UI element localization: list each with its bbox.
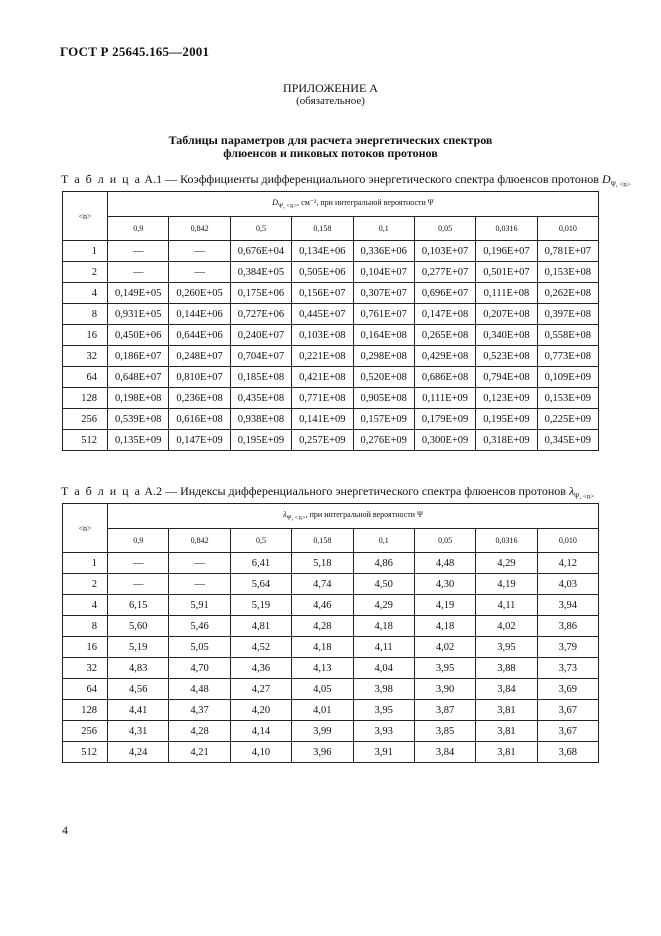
table-cell: 0,195E+09 — [476, 409, 537, 430]
table-cell: 3,91 — [353, 742, 414, 763]
row-n-value: 1 — [63, 553, 108, 574]
table-row — [63, 658, 599, 679]
page-number: 4 — [62, 823, 68, 837]
table-cell: 3,84 — [476, 679, 537, 700]
probability-header: 0,842 — [169, 529, 230, 553]
table-cell: 0,345E+09 — [537, 430, 598, 451]
table-cell: 4,50 — [353, 574, 414, 595]
table-row — [63, 367, 599, 388]
table-cell: 0,298E+08 — [353, 346, 414, 367]
table-cell: 0,185E+08 — [230, 367, 291, 388]
table-cell: 0,558E+08 — [537, 325, 598, 346]
table-cell: 5,46 — [169, 616, 230, 637]
table-cell: 0,103E+07 — [414, 241, 475, 262]
table-cell: 5,18 — [292, 553, 353, 574]
appendix-title: ПРИЛОЖЕНИЕ А — [283, 81, 378, 95]
table2-span-symbol: λ — [283, 510, 287, 520]
table-cell: 5,19 — [230, 595, 291, 616]
table-cell: 0,505E+06 — [292, 262, 353, 283]
table-cell: 4,28 — [169, 721, 230, 742]
table-cell: 0,153E+09 — [537, 388, 598, 409]
table-row — [63, 700, 599, 721]
appendix-subtitle: (обязательное) — [296, 95, 365, 107]
table1-label: Т а б л и ц а — [61, 172, 142, 186]
probability-header: 0,158 — [292, 529, 353, 553]
table-cell: 3,99 — [292, 721, 353, 742]
table-cell: 4,28 — [292, 616, 353, 637]
row-n-value: 64 — [63, 367, 108, 388]
table-cell: 0,450E+06 — [108, 325, 169, 346]
table-cell: 5,05 — [169, 637, 230, 658]
table-cell: 0,207E+08 — [476, 304, 537, 325]
table-row — [63, 262, 599, 283]
row-n-value: 256 — [63, 721, 108, 742]
table-cell: 0,520E+08 — [353, 367, 414, 388]
table-cell: 0,384E+05 — [230, 262, 291, 283]
probability-header: 0,05 — [414, 529, 475, 553]
table-cell: 0,648E+07 — [108, 367, 169, 388]
table-cell: 0,644E+06 — [169, 325, 230, 346]
table-cell: 3,95 — [353, 700, 414, 721]
table-cell: 0,676E+04 — [230, 241, 291, 262]
table-row — [63, 595, 599, 616]
table-row — [63, 679, 599, 700]
probability-header: 0,5 — [230, 529, 291, 553]
table-row — [63, 553, 599, 574]
table-cell: — — [169, 241, 230, 262]
row-n-value: 2 — [63, 262, 108, 283]
table-cell: 3,96 — [292, 742, 353, 763]
table-cell: 0,761E+07 — [353, 304, 414, 325]
table-cell: 3,69 — [537, 679, 598, 700]
table-cell: 0,147E+09 — [169, 430, 230, 451]
table-cell: 0,810E+07 — [169, 367, 230, 388]
table-cell: 0,257E+09 — [292, 430, 353, 451]
table-cell: 4,11 — [353, 637, 414, 658]
table1-span-text: , см⁻², при интегральной вероятности Ψ — [297, 198, 434, 208]
table-cell: 0,318E+09 — [476, 430, 537, 451]
table-cell: 0,134E+06 — [292, 241, 353, 262]
table-cell: — — [169, 574, 230, 595]
table-cell: 0,196E+07 — [476, 241, 537, 262]
table-cell: 4,31 — [108, 721, 169, 742]
row-n-value: 16 — [63, 325, 108, 346]
table-cell: 0,141E+09 — [292, 409, 353, 430]
table-cell: 4,27 — [230, 679, 291, 700]
table-cell: 0,111E+09 — [414, 388, 475, 409]
table-cell: 0,435E+08 — [230, 388, 291, 409]
table1-row-header: <n> — [63, 192, 108, 241]
table-cell: 0,153E+08 — [537, 262, 598, 283]
table-cell: 0,307E+07 — [353, 283, 414, 304]
table-cell: 3,88 — [476, 658, 537, 679]
table-cell: 4,18 — [353, 616, 414, 637]
row-n-value: 512 — [63, 430, 108, 451]
row-n-value: 4 — [63, 283, 108, 304]
row-n-value: 512 — [63, 742, 108, 763]
table-cell: 3,68 — [537, 742, 598, 763]
table1-caption-symbol: D — [601, 172, 611, 186]
table-cell: — — [169, 262, 230, 283]
table1-caption-text: — Коэффициенты дифференциального энергетического спектра флюенсов протонов — [165, 172, 599, 186]
table-cell: 0,265E+08 — [414, 325, 475, 346]
table-cell: 0,696E+07 — [414, 283, 475, 304]
table-cell: 4,37 — [169, 700, 230, 721]
table-cell: 0,686E+08 — [414, 367, 475, 388]
table-cell: 4,14 — [230, 721, 291, 742]
table-cell: 4,86 — [353, 553, 414, 574]
table-row — [63, 283, 599, 304]
table2-caption — [61, 484, 594, 500]
table-row — [63, 325, 599, 346]
table2-label: Т а б л и ц а — [61, 484, 142, 498]
table-cell: 5,19 — [108, 637, 169, 658]
table-cell: 0,149E+05 — [108, 283, 169, 304]
row-n-value: 256 — [63, 409, 108, 430]
table-cell: 4,10 — [230, 742, 291, 763]
table-cell: 0,186E+07 — [108, 346, 169, 367]
table-cell: 4,19 — [476, 574, 537, 595]
table-cell: 0,164E+08 — [353, 325, 414, 346]
section-title-line-1: Таблицы параметров для расчета энергетических спектров — [168, 133, 493, 147]
table-cell: 0,262E+08 — [537, 283, 598, 304]
table-cell: 0,156E+07 — [292, 283, 353, 304]
table-cell: 4,04 — [353, 658, 414, 679]
table-cell: 4,29 — [476, 553, 537, 574]
table-row — [63, 637, 599, 658]
table-cell: 3,84 — [414, 742, 475, 763]
row-n-value: 4 — [63, 595, 108, 616]
table-cell: 0,248E+07 — [169, 346, 230, 367]
table-cell: 0,157E+09 — [353, 409, 414, 430]
table-cell: 4,19 — [414, 595, 475, 616]
row-n-value: 16 — [63, 637, 108, 658]
probability-header: 0,1 — [353, 529, 414, 553]
table-cell: 6,15 — [108, 595, 169, 616]
table-cell: 0,221E+08 — [292, 346, 353, 367]
table-row — [63, 430, 599, 451]
table2-caption-subscript: Ψ, <n> — [574, 492, 595, 501]
table-cell: 3,81 — [476, 721, 537, 742]
table-cell: 4,29 — [353, 595, 414, 616]
table-cell: 0,179E+09 — [414, 409, 475, 430]
table-cell: 0,397E+08 — [537, 304, 598, 325]
table2-span-text: , при интегральной вероятности Ψ — [305, 510, 423, 520]
table-cell: 0,300E+09 — [414, 430, 475, 451]
row-n-value: 2 — [63, 574, 108, 595]
table-cell: — — [108, 553, 169, 574]
table2-caption-text: — Индексы дифференциального энергетического спектра флюенсов протонов — [165, 484, 566, 498]
table-cell: 3,81 — [476, 700, 537, 721]
table-cell: — — [108, 574, 169, 595]
table-row — [63, 304, 599, 325]
table-cell: 4,70 — [169, 658, 230, 679]
table-cell: 4,21 — [169, 742, 230, 763]
probability-header: 0,010 — [537, 217, 598, 241]
probability-header: 0,9 — [108, 529, 169, 553]
table-cell: 4,20 — [230, 700, 291, 721]
table-cell: 4,03 — [537, 574, 598, 595]
row-n-value: 32 — [63, 658, 108, 679]
table-cell: 0,147E+08 — [414, 304, 475, 325]
table-a2 — [62, 503, 599, 763]
table-cell: 0,727E+06 — [230, 304, 291, 325]
table-row — [63, 721, 599, 742]
probability-header: 0,0316 — [476, 529, 537, 553]
table-cell: 0,135E+09 — [108, 430, 169, 451]
table1-caption — [61, 172, 631, 188]
section-title — [0, 134, 661, 160]
table-cell: 4,48 — [169, 679, 230, 700]
table-cell: 0,771E+08 — [292, 388, 353, 409]
table-cell: 3,94 — [537, 595, 598, 616]
probability-header: 0,9 — [108, 217, 169, 241]
table-row — [63, 409, 599, 430]
table-cell: 0,276E+09 — [353, 430, 414, 451]
row-n-value: 32 — [63, 346, 108, 367]
table-cell: 4,24 — [108, 742, 169, 763]
table-cell: 0,104E+07 — [353, 262, 414, 283]
table-cell: 0,704E+07 — [230, 346, 291, 367]
table-cell: 4,46 — [292, 595, 353, 616]
standard-code: ГОСТ Р 25645.165—2001 — [60, 44, 210, 59]
table-row — [63, 742, 599, 763]
table-cell: 0,523E+08 — [476, 346, 537, 367]
probability-header: 0,5 — [230, 217, 291, 241]
table-cell: — — [108, 262, 169, 283]
table-cell: 3,90 — [414, 679, 475, 700]
table-cell: 4,56 — [108, 679, 169, 700]
row-n-value: 1 — [63, 241, 108, 262]
table2-span-subscript: Ψ, <n> — [286, 514, 306, 522]
table-cell: 3,81 — [476, 742, 537, 763]
table2-caption-symbol: λ — [568, 484, 575, 498]
table-cell: 4,52 — [230, 637, 291, 658]
table-cell: 0,236E+08 — [169, 388, 230, 409]
table-cell: 0,539E+08 — [108, 409, 169, 430]
table-row — [63, 388, 599, 409]
table-cell: 5,91 — [169, 595, 230, 616]
table-cell: 3,95 — [476, 637, 537, 658]
appendix-heading — [0, 82, 661, 108]
row-n-value: 64 — [63, 679, 108, 700]
table2-span-header — [108, 504, 599, 529]
table-cell: 4,13 — [292, 658, 353, 679]
table-cell: 4,36 — [230, 658, 291, 679]
probability-header: 0,842 — [169, 217, 230, 241]
table-cell: 0,260E+05 — [169, 283, 230, 304]
table-cell: 3,98 — [353, 679, 414, 700]
table1-number: А.1 — [144, 172, 163, 186]
table-row — [63, 241, 599, 262]
table-cell: 5,64 — [230, 574, 291, 595]
table-cell: 0,144E+06 — [169, 304, 230, 325]
table-cell: 0,931E+05 — [108, 304, 169, 325]
probability-header: 0,1 — [353, 217, 414, 241]
table-cell: 0,175E+06 — [230, 283, 291, 304]
table-cell: — — [108, 241, 169, 262]
table-cell: 0,773E+08 — [537, 346, 598, 367]
table-cell: 4,02 — [476, 616, 537, 637]
table-cell: 4,30 — [414, 574, 475, 595]
table-cell: 0,429E+08 — [414, 346, 475, 367]
table-cell: 4,74 — [292, 574, 353, 595]
table-cell: 4,83 — [108, 658, 169, 679]
table-cell: 0,445E+07 — [292, 304, 353, 325]
table-cell: 4,02 — [414, 637, 475, 658]
probability-header: 0,05 — [414, 217, 475, 241]
table1-span-symbol: D — [272, 198, 279, 208]
table-cell: 0,240E+07 — [230, 325, 291, 346]
table-cell: 4,12 — [537, 553, 598, 574]
table-cell: 0,103E+08 — [292, 325, 353, 346]
row-n-value: 8 — [63, 616, 108, 637]
table-cell: 0,225E+09 — [537, 409, 598, 430]
table-cell: 0,277E+07 — [414, 262, 475, 283]
row-n-value: 8 — [63, 304, 108, 325]
section-title-line-2: флюенсов и пиковых потоков протонов — [223, 146, 438, 160]
table-cell: 4,41 — [108, 700, 169, 721]
table-cell: 0,938E+08 — [230, 409, 291, 430]
table-cell: 0,198E+08 — [108, 388, 169, 409]
table-cell: 0,336E+06 — [353, 241, 414, 262]
probability-header: 0,158 — [292, 217, 353, 241]
table2-row-header: <n> — [63, 504, 108, 553]
table-cell: 4,05 — [292, 679, 353, 700]
table-cell: — — [169, 553, 230, 574]
table-cell: 0,905E+08 — [353, 388, 414, 409]
table-cell: 4,48 — [414, 553, 475, 574]
table-cell: 0,421E+08 — [292, 367, 353, 388]
table1-caption-subscript: Ψ, <n> — [610, 180, 631, 189]
table-cell: 0,616E+08 — [169, 409, 230, 430]
table-cell: 4,81 — [230, 616, 291, 637]
table-cell: 4,11 — [476, 595, 537, 616]
table-cell: 4,01 — [292, 700, 353, 721]
table-cell: 0,781E+07 — [537, 241, 598, 262]
table-cell: 0,109E+09 — [537, 367, 598, 388]
table-cell: 3,73 — [537, 658, 598, 679]
table-a1 — [62, 191, 599, 451]
table-cell: 4,18 — [414, 616, 475, 637]
table-row — [63, 574, 599, 595]
table2-number: А.2 — [144, 484, 163, 498]
table-row — [63, 346, 599, 367]
table-cell: 3,93 — [353, 721, 414, 742]
row-n-value: 128 — [63, 700, 108, 721]
table-cell: 3,87 — [414, 700, 475, 721]
table-row — [63, 616, 599, 637]
table-cell: 3,67 — [537, 721, 598, 742]
table-cell: 3,79 — [537, 637, 598, 658]
table-cell: 0,501E+07 — [476, 262, 537, 283]
table-cell: 6,41 — [230, 553, 291, 574]
table-cell: 4,18 — [292, 637, 353, 658]
table1-span-header — [108, 192, 599, 217]
table-cell: 3,95 — [414, 658, 475, 679]
table-cell: 0,195E+09 — [230, 430, 291, 451]
probability-header: 0,010 — [537, 529, 598, 553]
table-cell: 3,86 — [537, 616, 598, 637]
table-cell: 0,123E+09 — [476, 388, 537, 409]
table-cell: 0,340E+08 — [476, 325, 537, 346]
table-cell: 0,794E+08 — [476, 367, 537, 388]
table-cell: 3,67 — [537, 700, 598, 721]
table1-span-subscript: Ψ, <n> — [278, 202, 298, 210]
row-n-value: 128 — [63, 388, 108, 409]
probability-header: 0,0316 — [476, 217, 537, 241]
table-cell: 3,85 — [414, 721, 475, 742]
table-cell: 0,111E+08 — [476, 283, 537, 304]
table-cell: 5,60 — [108, 616, 169, 637]
